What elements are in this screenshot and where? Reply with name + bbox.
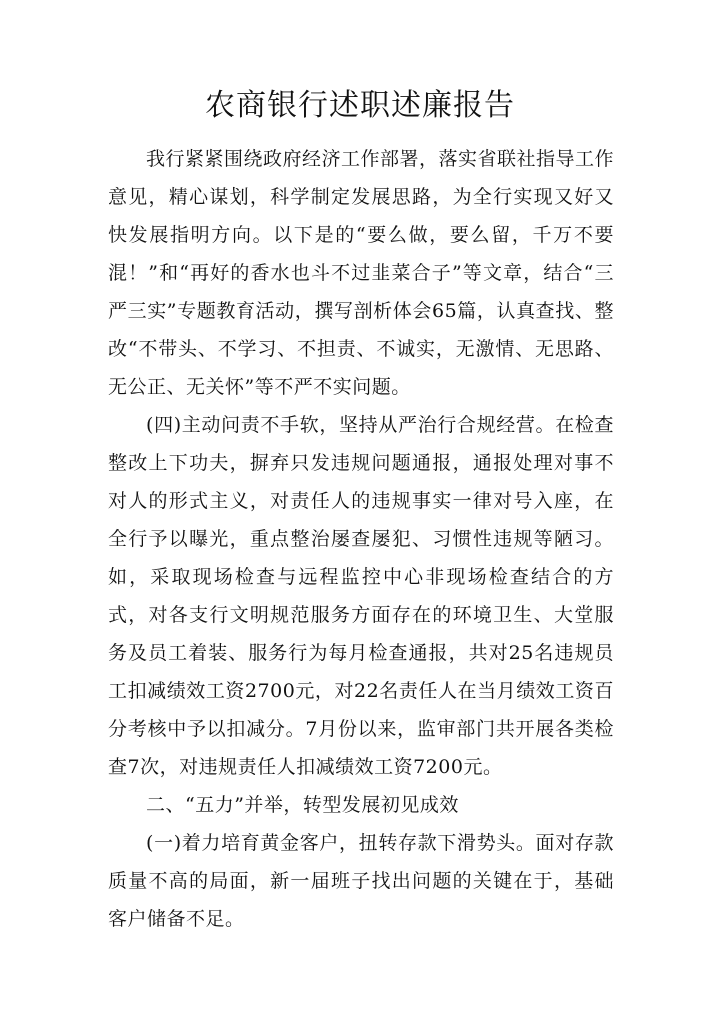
section-heading-two: 二、“五力”并举，转型发展初见成效 [146,794,459,816]
document-body [108,140,614,938]
document-title: 农商银行述职述廉报告 [205,88,515,123]
paragraph-accountability: (四)主动问责不手软，坚持从严治行合规经营。在检查整改上下功夫，摒弃只发违规问题通报，通报处理对事不对人的形式主义，对责任人的违规事实一律对号入座，在全行予以曝光，重点整治屡查屡犯、习惯性违规等陋习。如，采取现场检查与远程监控中心非现场检查结合的方式，对各支行文明规范服务方面存在的环境卫生、大堂服务及员工着装、服务行为每月检查通报，共对25名违规员工扣减绩效工资2700元，对22名责任人在当月绩效工资百分考核中予以扣减分。7月份以来，监审部门共开展各类检查7次，对违规责任人扣减绩效工资7200元。 [108,414,614,778]
paragraph-intro: 我行紧紧围绕政府经济工作部署，落实省联社指导工作意见，精心谋划，科学制定发展思路，为全行实现又好又快发展指明方向。以下是的“要么做，要么留，千万不要混！”和“再好的香水也斗不过韭菜合子”等文章，结合“三严三实”专题教育活动，撰写剖析体会65篇，认真查找、整改“不带头、不学习、不担责、不诚实，无激情、无思路、无公正、无关怀”等不严不实问题。 [108,148,615,398]
paragraph-golden-clients: (一)着力培育黄金客户，扭转存款下滑势头。面对存款质量不高的局面，新一届班子找出问题的关键在于，基础客户储备不足。 [108,832,614,930]
